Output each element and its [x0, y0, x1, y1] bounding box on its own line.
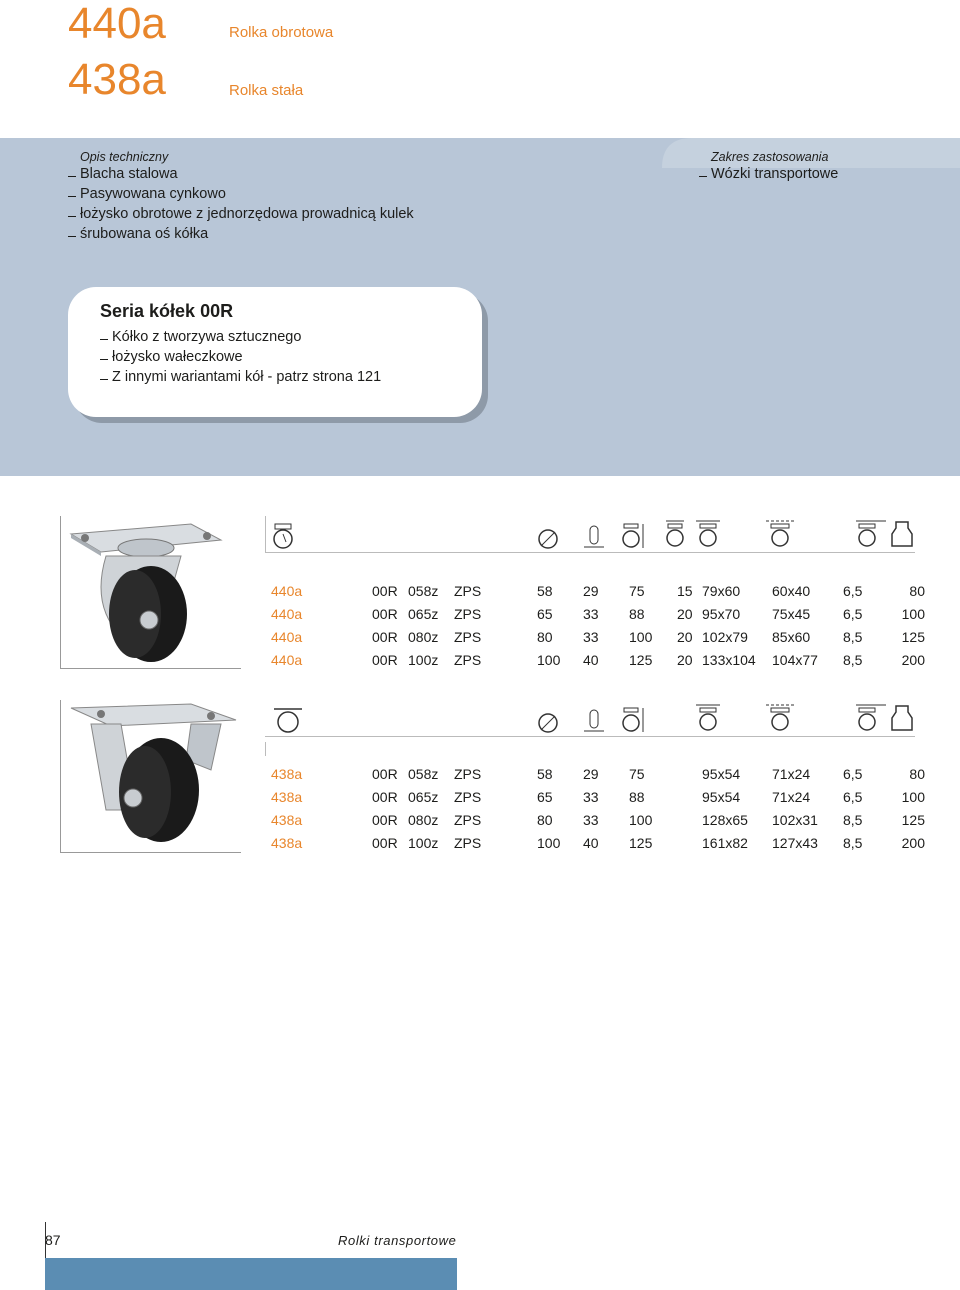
table-row [271, 625, 925, 648]
table-cell: 125 [901, 811, 925, 828]
table-cell: 33 [583, 628, 599, 645]
table-cell: 88 [629, 788, 645, 805]
table-438a [271, 762, 925, 854]
footer-bar [45, 1258, 457, 1290]
table-cell: 33 [583, 788, 599, 805]
table-cell: 438a [271, 788, 303, 805]
table-row [271, 579, 925, 602]
table-cell: 33 [583, 811, 599, 828]
table-cell: 6,5 [843, 765, 863, 782]
table-cell: 6,5 [843, 788, 863, 805]
bolt-hole-icon [855, 702, 887, 732]
product-code-440a: 440a [68, 0, 166, 48]
page-number: 87 [45, 1232, 61, 1248]
table-cell: 080z [408, 811, 439, 828]
table-cell: 125 [629, 834, 653, 851]
table-cell: 440a [271, 651, 303, 668]
table-cell: 058z [408, 582, 439, 599]
table-cell: 127x43 [772, 834, 818, 851]
table-cell: ZPS [454, 788, 482, 805]
table-row [271, 831, 925, 854]
table-cell: 40 [583, 834, 599, 851]
photo-fixed-caster [60, 700, 241, 853]
table-cell: 00R [372, 788, 398, 805]
table-cell: 80 [909, 765, 925, 782]
technical-description [80, 150, 414, 244]
table-cell: 102x31 [772, 811, 818, 828]
table-cell [677, 808, 702, 831]
table-440a [271, 579, 925, 671]
table-cell: ZPS [454, 582, 482, 599]
swivel-caster-illustration [61, 516, 241, 668]
fixed-wheel-icon [273, 706, 303, 734]
tech-item: śrubowana oś kółka [68, 224, 414, 244]
table-cell: 065z [408, 605, 439, 622]
table-cell: 125 [901, 628, 925, 645]
table-cell: 65 [537, 788, 553, 805]
product-name-438a: Rolka stała [229, 82, 304, 99]
series-card [68, 287, 482, 417]
plate-size-icon [695, 518, 721, 548]
plate-size-icon [695, 702, 721, 732]
table-cell: 133x104 [702, 651, 756, 668]
tech-label: Opis techniczny [80, 150, 169, 164]
table-cell: ZPS [454, 811, 482, 828]
table-cell: 6,5 [843, 605, 863, 622]
table-cell: 438a [271, 765, 303, 782]
table-cell: 58 [537, 765, 553, 782]
table-header-rule-left [265, 516, 266, 552]
total-height-icon [622, 706, 646, 734]
table-cell: 8,5 [843, 811, 863, 828]
table-cell: 60x40 [772, 582, 811, 599]
table-cell: 8,5 [843, 651, 863, 668]
table-header-rule [265, 736, 915, 737]
table-cell: 100 [537, 834, 561, 851]
table-cell: 00R [372, 582, 398, 599]
wheel-width-icon [584, 524, 604, 550]
bolt-hole-icon [855, 518, 887, 548]
table-cell: 00R [372, 651, 398, 668]
table-row [271, 785, 925, 808]
table-row [271, 808, 925, 831]
table-cell: ZPS [454, 628, 482, 645]
tech-item: łożysko obrotowe z jednorzędowa prowadnicą kulek [68, 204, 414, 224]
wheel-icon [273, 522, 293, 550]
table-cell: 79x60 [702, 582, 741, 599]
table-cell: 438a [271, 811, 303, 828]
table-cell: 440a [271, 628, 303, 645]
table-cell: ZPS [454, 765, 482, 782]
table-cell: 00R [372, 765, 398, 782]
table-cell: 100 [901, 605, 925, 622]
table-cell: 161x82 [702, 834, 748, 851]
table-cell [677, 785, 702, 808]
table-cell: 100 [629, 811, 653, 828]
table-cell: 100 [629, 628, 653, 645]
table-cell: 440a [271, 605, 303, 622]
product-name-440a: Rolka obrotowa [229, 24, 334, 41]
table-cell: 102x79 [702, 628, 748, 645]
table-cell: 00R [372, 628, 398, 645]
scope-label: Zakres zastosowania [711, 150, 829, 164]
table-cell: 80 [537, 628, 553, 645]
table-cell: 75x45 [772, 605, 811, 622]
table-row [271, 648, 925, 671]
table-cell: 75 [629, 765, 645, 782]
table-cell: 125 [629, 651, 653, 668]
table-cell: 200 [901, 651, 925, 668]
table-cell: 200 [901, 834, 925, 851]
table-cell: 065z [408, 788, 439, 805]
wheel-diameter-icon [538, 712, 558, 734]
table-header-rule [265, 552, 915, 553]
wheel-diameter-icon [538, 528, 558, 550]
table-cell: 438a [271, 834, 303, 851]
table-cell: 29 [583, 765, 599, 782]
table-cell: 440a [271, 582, 303, 599]
table-cell: 128x65 [702, 811, 748, 828]
table-cell: 100z [408, 651, 439, 668]
series-title: Seria kółek 00R [100, 301, 234, 321]
wheel-width-icon [584, 708, 604, 734]
table-cell: 058z [408, 765, 439, 782]
table-cell: 100z [408, 834, 439, 851]
table-cell: 8,5 [843, 834, 863, 851]
table-cell: 33 [583, 605, 599, 622]
table-row [271, 762, 925, 785]
table-cell: ZPS [454, 834, 482, 851]
table-cell: 88 [629, 605, 645, 622]
table-cell: 20 [677, 651, 693, 668]
hole-spacing-icon [765, 518, 795, 548]
table-cell: 65 [537, 605, 553, 622]
series-item: Z innymi wariantami kół - patrz strona 121 [100, 367, 381, 387]
table-cell: 58 [537, 582, 553, 599]
table-cell: 080z [408, 628, 439, 645]
product-code-438a: 438a [68, 55, 166, 104]
table-cell: 71x24 [772, 788, 811, 805]
table-cell: 15 [677, 582, 693, 599]
load-capacity-icon [890, 704, 914, 734]
table-cell: 85x60 [772, 628, 811, 645]
scope-item: Wózki transportowe [699, 164, 838, 184]
table-cell: 100 [901, 788, 925, 805]
table-cell: 20 [677, 628, 693, 645]
table-cell: 00R [372, 834, 398, 851]
table-cell [677, 762, 702, 785]
total-height-icon [622, 522, 646, 550]
table-cell: 75 [629, 582, 645, 599]
series-item: łożysko wałeczkowe [100, 347, 381, 367]
tech-item: Blacha stalowa [68, 164, 414, 184]
table-cell: 40 [583, 651, 599, 668]
hole-spacing-icon [765, 702, 795, 732]
table-row [271, 602, 925, 625]
load-capacity-icon [890, 520, 914, 550]
table-cell: 80 [909, 582, 925, 599]
table-cell: 20 [677, 605, 693, 622]
table-cell: 95x70 [702, 605, 741, 622]
table-cell: 00R [372, 605, 398, 622]
table-cell: 6,5 [843, 582, 863, 599]
application-scope [711, 150, 838, 184]
table-header-rule-left [265, 742, 266, 756]
table-cell: 29 [583, 582, 599, 599]
offset-icon [664, 518, 686, 548]
table-cell: 95x54 [702, 765, 741, 782]
table-cell: ZPS [454, 651, 482, 668]
table-cell: 100 [537, 651, 561, 668]
table-cell: 71x24 [772, 765, 811, 782]
footer-title: Rolki transportowe [338, 1233, 457, 1248]
series-item: Kółko z tworzywa sztucznego [100, 327, 381, 347]
photo-swivel-caster [60, 516, 241, 669]
table-cell [677, 831, 702, 854]
fixed-caster-illustration [61, 700, 241, 852]
table-cell: ZPS [454, 605, 482, 622]
table-cell: 80 [537, 811, 553, 828]
table-cell: 95x54 [702, 788, 741, 805]
table-cell: 00R [372, 811, 398, 828]
tech-item: Pasywowana cynkowo [68, 184, 414, 204]
table-cell: 8,5 [843, 628, 863, 645]
table-cell: 104x77 [772, 651, 818, 668]
